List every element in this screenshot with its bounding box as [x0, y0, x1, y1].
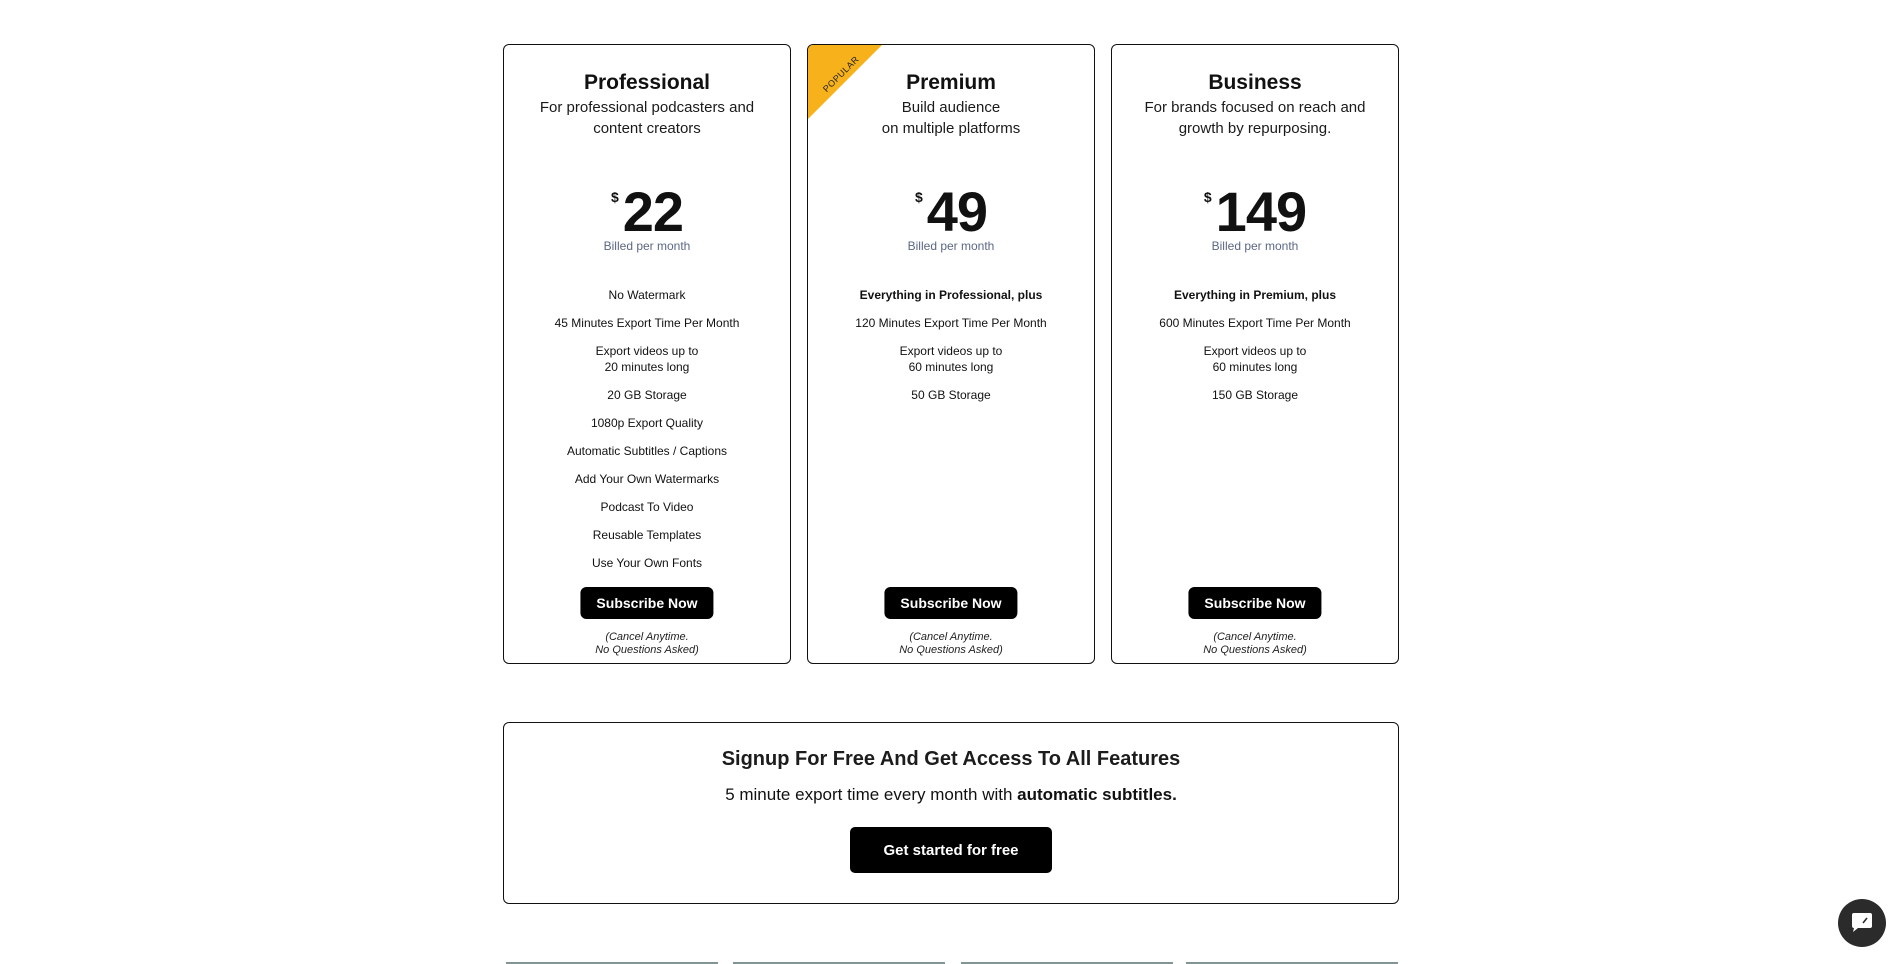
feature-item: Podcast To Video	[600, 500, 694, 514]
feature-list	[808, 287, 1094, 587]
feature-item: Reusable Templates	[592, 528, 702, 542]
plan-card-premium	[807, 44, 1095, 664]
feature-item: Use Your Own Fonts	[591, 556, 703, 570]
popular-ribbon	[808, 45, 882, 119]
feature-item: Export videos up to 60 minutes long	[1203, 344, 1307, 374]
free-signup-subtitle	[504, 783, 1398, 807]
cancel-note: (Cancel Anytime. No Questions Asked)	[1203, 631, 1307, 656]
billing-period: Billed per month	[907, 239, 995, 253]
feature-item: Everything in Professional, plus	[859, 288, 1043, 302]
feature-item: 120 Minutes Export Time Per Month	[855, 316, 1047, 330]
price	[504, 180, 790, 243]
feature-item: Add Your Own Watermarks	[574, 472, 720, 486]
plan-name: Premium	[906, 71, 996, 94]
price-amount: 22	[622, 180, 684, 243]
feature-item: Export videos up to 60 minutes long	[899, 344, 1003, 374]
plan-description: For professional podcasters and content creators	[539, 99, 755, 137]
feature-item: 600 Minutes Export Time Per Month	[1159, 316, 1351, 330]
currency-symbol: $	[610, 189, 619, 205]
feature-list	[1112, 287, 1398, 587]
subscribe-button-professional[interactable]: Subscribe Now	[580, 587, 713, 619]
feature-item: 150 GB Storage	[1211, 388, 1299, 402]
plan-name: Business	[1208, 71, 1302, 94]
price	[808, 180, 1094, 243]
feature-item: 1080p Export Quality	[590, 416, 704, 430]
popular-badge: POPULAR	[821, 54, 861, 94]
plan-name: Professional	[583, 71, 711, 94]
free-signup-box	[503, 722, 1399, 904]
free-signup-title: Signup For Free And Get Access To All Features	[721, 748, 1181, 770]
get-started-free-button[interactable]: Get started for free	[850, 827, 1052, 873]
feature-list	[504, 287, 790, 587]
feature-item: 45 Minutes Export Time Per Month	[554, 316, 740, 330]
ribbon-shape	[808, 45, 882, 119]
plan-card-professional	[503, 44, 791, 664]
feature-item: Export videos up to 20 minutes long	[595, 344, 699, 374]
cancel-note: (Cancel Anytime. No Questions Asked)	[595, 631, 699, 656]
subscribe-button-business[interactable]: Subscribe Now	[1188, 587, 1321, 619]
free-subtitle-bold: automatic subtitles.	[1017, 785, 1177, 804]
feature-item: Everything in Premium, plus	[1173, 288, 1337, 302]
currency-symbol: $	[1203, 189, 1212, 205]
free-subtitle-text: 5 minute export time every month with	[725, 785, 1018, 804]
subscribe-button-premium[interactable]: Subscribe Now	[884, 587, 1017, 619]
plan-description: For brands focused on reach and growth by repurposing.	[1144, 99, 1366, 137]
feature-item: 20 GB Storage	[607, 388, 687, 402]
chat-bubble-icon	[1849, 911, 1875, 935]
cancel-note: (Cancel Anytime. No Questions Asked)	[899, 631, 1003, 656]
plan-card-business	[1111, 44, 1399, 664]
feature-item: No Watermark	[608, 288, 686, 302]
price-amount: 149	[1215, 180, 1307, 243]
price	[1112, 180, 1398, 243]
plan-description: Build audience on multiple platforms	[881, 99, 1021, 137]
billing-period: Billed per month	[1211, 239, 1299, 253]
feature-item: Automatic Subtitles / Captions	[566, 444, 728, 458]
chat-launcher-button[interactable]	[1838, 899, 1886, 947]
billing-period: Billed per month	[603, 239, 691, 253]
feature-item: 50 GB Storage	[911, 388, 991, 402]
currency-symbol: $	[914, 189, 923, 205]
price-amount: 49	[926, 180, 988, 243]
